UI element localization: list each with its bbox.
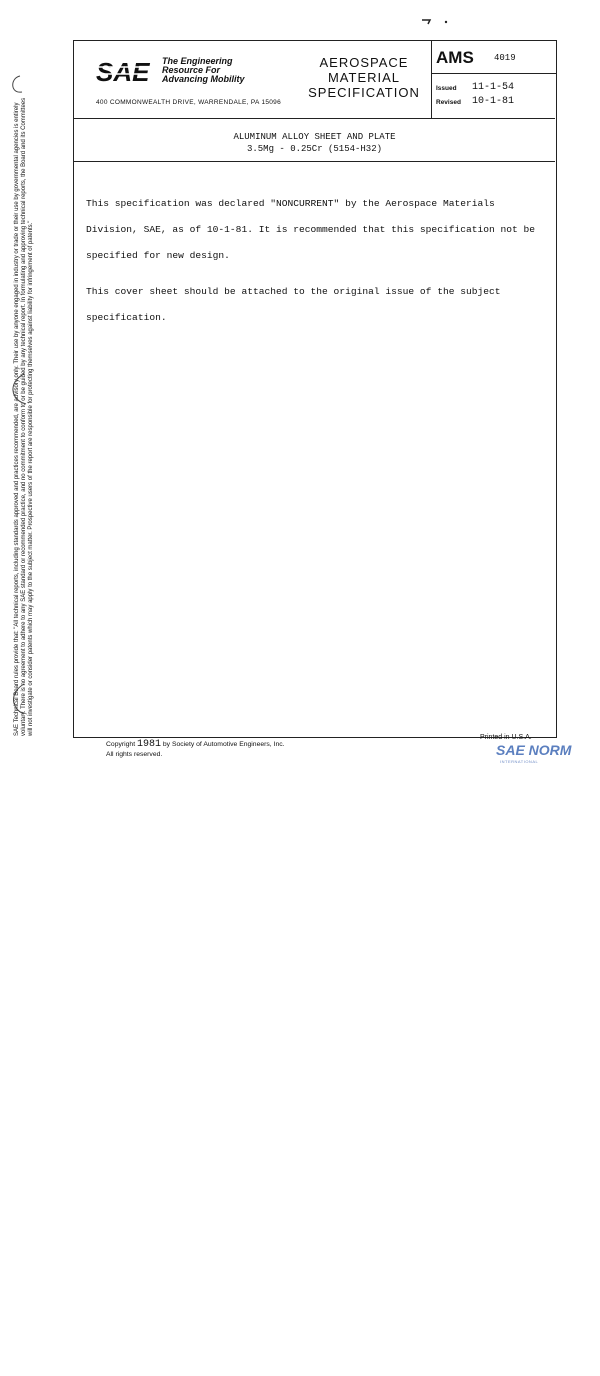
sae-logo-area: [74, 41, 296, 118]
issued-date: 11-1-54: [472, 82, 515, 93]
technical-board-disclaimer: [14, 97, 34, 1376]
copyright-prefix: Copyright: [106, 741, 136, 748]
watermark-subtext: INTERNATIONAL: [500, 759, 539, 764]
spec-body: [86, 191, 546, 341]
ams-block: [431, 41, 556, 118]
sae-norm-watermark: SAE NORM: [496, 742, 572, 758]
svg-text:SAE: SAE: [96, 57, 150, 87]
tagline-line: The Engineering: [162, 56, 233, 66]
document-frame: [73, 40, 557, 738]
scan-mark-icon: [4, 370, 34, 410]
scan-mark-icon: [420, 14, 450, 28]
disclaimer-text: SAE Technical Board rules provide that: "All technical reports, including standards approved and practices recommended, are advisory only. Their use by anyone engaged in industry or trade or their use by governmental agencies is entirely voluntary. There is no agreement to adhere to any SAE standard or recommended practice, and no commitment to conform to or be guided by any technical report. In formulating and approving technical reports, the Board and its Committees will not investigate or consider patents which may apply to the subject matter. Prospective users of the report are responsible for protecting themselves against liability for infringement of patents.": [14, 97, 34, 736]
revised-date: 10-1-81: [472, 96, 515, 107]
scan-mark-icon: [4, 680, 34, 720]
cover-sheet-note: This cover sheet should be attached to the original issue of the subject specification.: [86, 286, 501, 323]
rights-line: All rights reserved.: [106, 751, 163, 758]
ams-number: 4019: [494, 53, 516, 63]
sae-tagline: [162, 57, 245, 84]
tagline-line: Advancing Mobility: [162, 74, 245, 84]
spec-title: [296, 55, 432, 100]
revised-label: Revised: [436, 99, 461, 106]
tagline-line: Resource For: [162, 65, 221, 75]
title-line: AEROSPACE: [319, 55, 409, 70]
subject-divider: [74, 161, 555, 162]
issued-label: Issued: [436, 85, 457, 92]
sae-address: 400 COMMONWEALTH DRIVE, WARRENDALE, PA 15096: [96, 99, 282, 106]
printed-in: Printed in U.S.A.: [480, 734, 532, 741]
spec-subject: [74, 121, 555, 155]
subject-line-1: ALUMINUM ALLOY SHEET AND PLATE: [233, 132, 396, 142]
copyright-year: 1981: [136, 739, 161, 750]
noncurrent-notice: This specification was declared "NONCURRENT" by the Aerospace Materials Division, SAE, as of 10-1-81. It is recommended that this specification not be specified for new design.: [86, 198, 536, 261]
title-line: MATERIAL: [327, 70, 401, 85]
copyright-footer: [106, 740, 285, 760]
title-line: SPECIFICATION: [308, 85, 420, 100]
ams-id-box: [432, 41, 556, 74]
spec-header: [74, 41, 555, 119]
subject-line-2: 3.5Mg - 0.25Cr (5154-H32): [246, 144, 383, 154]
sae-logo-icon: [96, 57, 156, 87]
scan-mark-icon: [0, 70, 40, 100]
copyright-suffix: by Society of Automotive Engineers, Inc.: [162, 741, 285, 748]
copyright-line: [106, 740, 285, 750]
ams-label: AMS: [436, 48, 474, 67]
